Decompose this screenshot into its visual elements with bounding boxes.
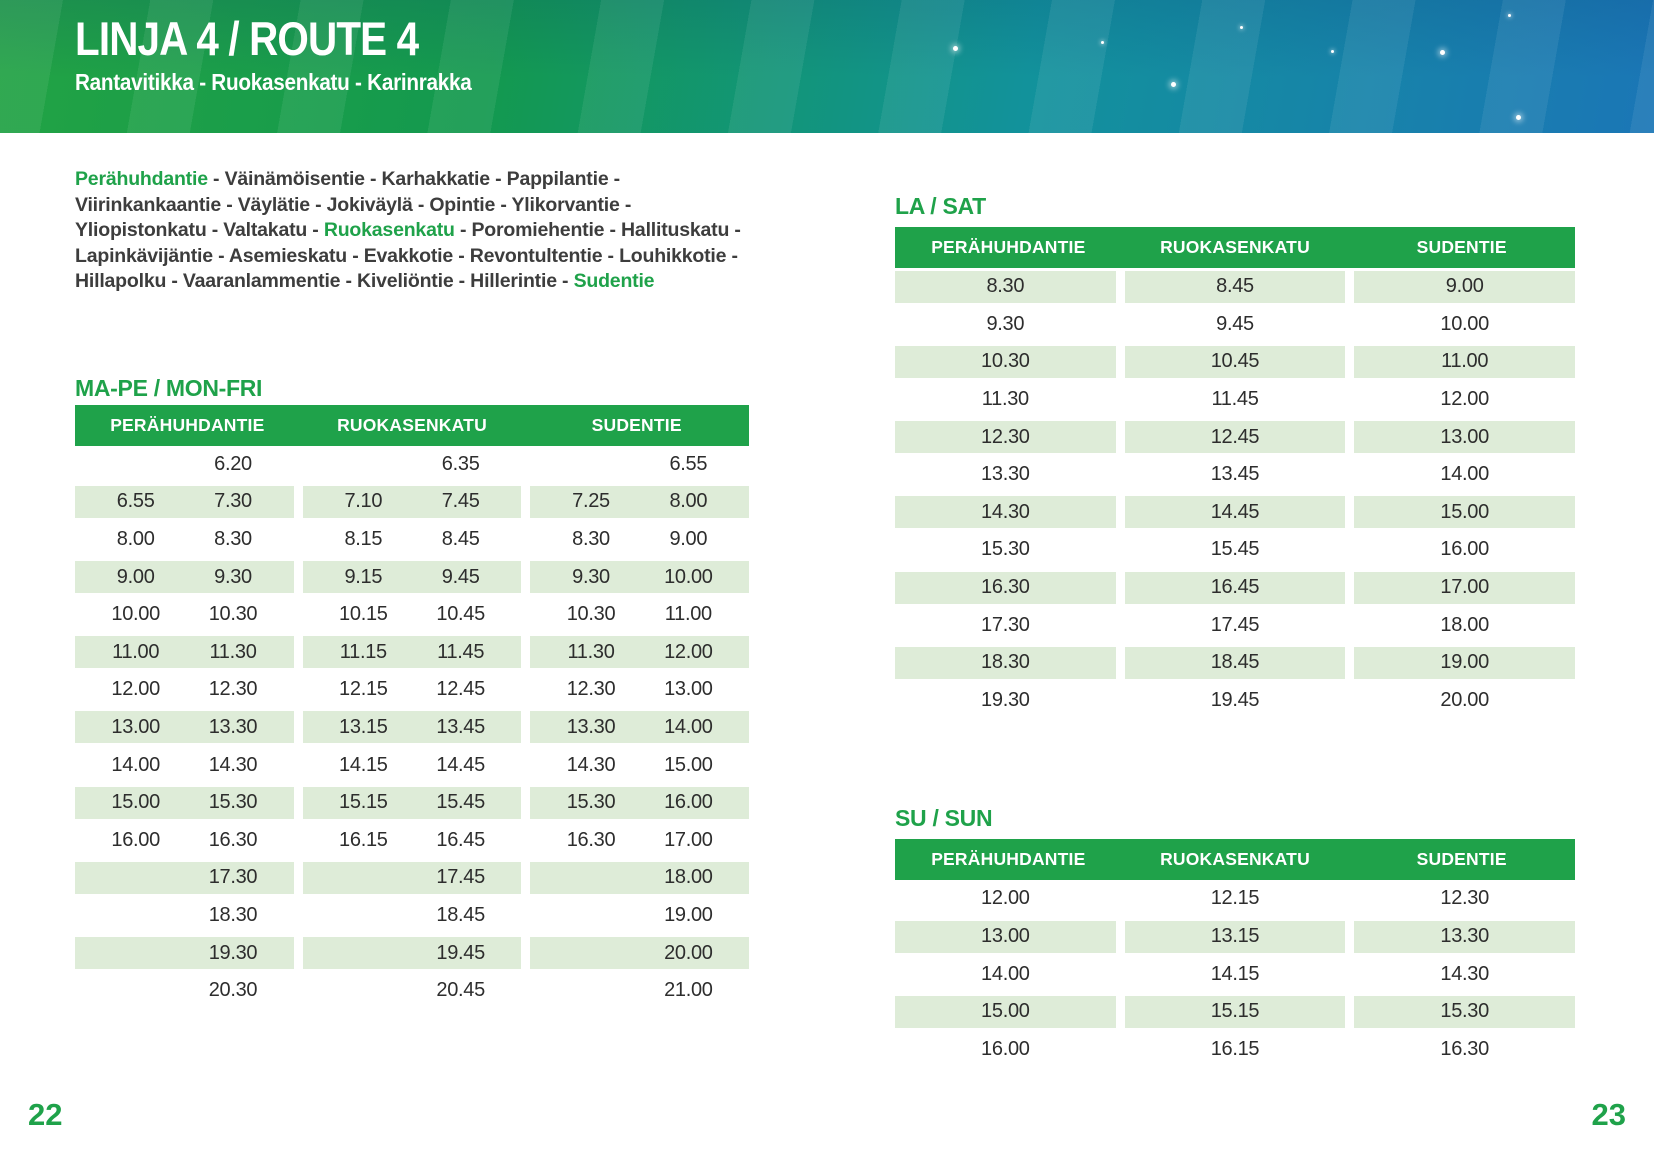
time-value: 12.30 bbox=[208, 678, 258, 701]
time-value: 15.00 bbox=[664, 753, 713, 776]
table-row bbox=[75, 483, 749, 521]
time-value: 10.30 bbox=[566, 603, 616, 626]
time-cell bbox=[303, 561, 522, 593]
time-value: 11.15 bbox=[339, 640, 387, 663]
sunday-timetable bbox=[895, 839, 1575, 1068]
time-cell bbox=[303, 674, 522, 706]
table-row bbox=[895, 494, 1575, 532]
time-value: 15.30 bbox=[566, 791, 616, 814]
time-cell: 10.45 bbox=[1125, 346, 1346, 378]
time-value: 15.30 bbox=[208, 791, 258, 814]
table-row bbox=[895, 569, 1575, 607]
time-value: 10.15 bbox=[339, 603, 388, 626]
time-cell bbox=[75, 937, 294, 969]
table-row bbox=[75, 934, 749, 972]
time-value: 7.45 bbox=[441, 490, 480, 513]
time-value: 15.00 bbox=[111, 791, 160, 814]
time-cell bbox=[303, 824, 522, 856]
time-value: 11.00 bbox=[112, 640, 160, 663]
time-value: 9.00 bbox=[669, 527, 708, 550]
time-cell: 15.00 bbox=[1354, 496, 1575, 528]
table-row bbox=[895, 955, 1575, 993]
time-cell: 11.00 bbox=[1354, 346, 1575, 378]
time-value: 16.45 bbox=[436, 828, 485, 851]
route-stop-highlight: Ruokasenkatu bbox=[323, 219, 455, 241]
time-cell bbox=[303, 787, 522, 819]
time-cell: 17.30 bbox=[981, 613, 1030, 636]
time-cell: 15.45 bbox=[1210, 538, 1260, 561]
time-cell: 13.30 bbox=[981, 463, 1030, 486]
time-cell bbox=[75, 824, 294, 856]
page-banner bbox=[0, 0, 1654, 133]
time-value: 14.45 bbox=[436, 753, 485, 776]
column-header: SUDENTIE bbox=[591, 414, 682, 435]
time-cell bbox=[75, 523, 294, 555]
time-cell bbox=[303, 448, 522, 480]
time-cell: 16.45 bbox=[1125, 572, 1346, 604]
time-cell bbox=[530, 523, 749, 555]
time-value: 16.00 bbox=[664, 791, 713, 814]
time-cell: 14.00 bbox=[1440, 463, 1489, 486]
time-value: 13.30 bbox=[566, 715, 616, 738]
time-value: 13.15 bbox=[339, 715, 388, 738]
time-cell: 18.30 bbox=[895, 647, 1116, 679]
time-value: 20.00 bbox=[664, 941, 713, 964]
page-number-left: 22 bbox=[28, 1097, 63, 1132]
table-row bbox=[895, 418, 1575, 456]
time-cell: 16.30 bbox=[1440, 1037, 1489, 1060]
time-value: 8.30 bbox=[572, 527, 610, 550]
page-number-right: 23 bbox=[1591, 1097, 1626, 1132]
time-value: 14.15 bbox=[339, 753, 388, 776]
time-cell: 13.30 bbox=[1354, 921, 1575, 953]
time-cell: 19.30 bbox=[981, 688, 1030, 711]
time-cell bbox=[530, 636, 749, 668]
time-cell bbox=[75, 674, 294, 706]
column-header: SUDENTIE bbox=[1416, 849, 1507, 870]
sparkle-icon bbox=[1440, 50, 1445, 55]
table-row bbox=[895, 343, 1575, 381]
time-value: 9.30 bbox=[214, 565, 252, 588]
time-value: 7.10 bbox=[344, 490, 383, 513]
table-row bbox=[75, 746, 749, 784]
time-cell: 11.45 bbox=[1211, 388, 1259, 411]
table-row bbox=[75, 633, 749, 671]
time-cell: 12.00 bbox=[981, 887, 1030, 910]
time-value: 12.30 bbox=[566, 678, 616, 701]
time-value: 16.00 bbox=[111, 828, 160, 851]
table-row bbox=[895, 456, 1575, 494]
time-cell: 13.00 bbox=[895, 921, 1116, 953]
route-description bbox=[75, 167, 749, 295]
time-value: 13.00 bbox=[111, 715, 160, 738]
time-value: 17.30 bbox=[208, 866, 258, 889]
time-value: 13.30 bbox=[208, 715, 258, 738]
table-row bbox=[895, 531, 1575, 569]
time-cell: 10.30 bbox=[895, 346, 1116, 378]
time-value: 8.30 bbox=[214, 527, 252, 550]
time-value: 11.00 bbox=[664, 603, 712, 626]
column-header: RUOKASENKATU bbox=[337, 414, 487, 435]
time-cell bbox=[530, 862, 749, 894]
time-cell: 14.45 bbox=[1125, 496, 1346, 528]
time-value: 16.30 bbox=[566, 828, 616, 851]
sparkle-icon bbox=[1516, 115, 1521, 120]
time-value: 18.45 bbox=[436, 903, 485, 926]
banner-text-block bbox=[75, 14, 516, 96]
time-value: 9.15 bbox=[344, 565, 383, 588]
time-cell: 8.45 bbox=[1125, 271, 1346, 303]
time-cell: 9.30 bbox=[986, 312, 1025, 335]
time-cell: 11.30 bbox=[981, 388, 1029, 411]
time-cell bbox=[530, 711, 749, 743]
time-value: 19.30 bbox=[208, 941, 258, 964]
time-cell bbox=[75, 711, 294, 743]
time-cell: 10.00 bbox=[1440, 312, 1489, 335]
sparkle-icon bbox=[1331, 50, 1334, 53]
time-cell bbox=[75, 486, 294, 518]
time-value: 10.00 bbox=[664, 565, 713, 588]
time-cell bbox=[530, 937, 749, 969]
time-value: 17.45 bbox=[436, 866, 485, 889]
table-row bbox=[75, 709, 749, 747]
time-value: 14.00 bbox=[111, 753, 160, 776]
sparkle-icon bbox=[1171, 82, 1176, 87]
time-value: 15.15 bbox=[339, 791, 388, 814]
weekday-heading: MA-PE / MON-FRI bbox=[75, 374, 263, 401]
time-value: 7.25 bbox=[572, 490, 610, 513]
table-row bbox=[895, 1031, 1575, 1069]
time-value: 12.00 bbox=[111, 678, 160, 701]
time-cell: 20.00 bbox=[1440, 688, 1489, 711]
time-value: 21.00 bbox=[664, 979, 713, 1002]
column-header: PERÄHUHDANTIE bbox=[110, 414, 265, 435]
time-cell: 14.00 bbox=[981, 962, 1030, 985]
time-cell: 13.00 bbox=[1354, 421, 1575, 453]
sparkle-icon bbox=[1240, 26, 1243, 29]
table-header-row bbox=[895, 839, 1575, 880]
time-value: 13.00 bbox=[664, 678, 713, 701]
time-value: 8.00 bbox=[116, 527, 155, 550]
time-cell: 15.30 bbox=[981, 538, 1030, 561]
time-cell: 12.30 bbox=[895, 421, 1116, 453]
time-value: 8.15 bbox=[344, 527, 383, 550]
time-cell: 14.15 bbox=[1210, 962, 1260, 985]
time-cell bbox=[75, 749, 294, 781]
time-value: 7.30 bbox=[214, 490, 252, 513]
table-header-row bbox=[895, 227, 1575, 268]
page-subtitle: Rantavitikka - Ruokasenkatu - Karinrakka bbox=[75, 69, 472, 96]
page-content bbox=[0, 133, 1654, 1165]
time-cell bbox=[530, 486, 749, 518]
time-cell bbox=[303, 899, 522, 931]
time-cell: 12.15 bbox=[1210, 887, 1260, 910]
time-value: 15.45 bbox=[436, 791, 485, 814]
column-header: PERÄHUHDANTIE bbox=[931, 237, 1086, 257]
time-value: 19.00 bbox=[664, 903, 713, 926]
column-header: RUOKASENKATU bbox=[1160, 849, 1310, 870]
saturday-heading: LA / SAT bbox=[895, 193, 986, 219]
table-row bbox=[75, 897, 749, 935]
time-value: 9.00 bbox=[116, 565, 155, 588]
time-value: 14.30 bbox=[208, 753, 258, 776]
time-cell: 12.30 bbox=[1440, 887, 1489, 910]
time-cell: 19.45 bbox=[1210, 688, 1260, 711]
route-stop-highlight: Perähuhdantie bbox=[75, 168, 208, 190]
weekday-timetable bbox=[75, 405, 749, 1010]
time-cell: 18.00 bbox=[1440, 613, 1489, 636]
time-cell bbox=[75, 787, 294, 819]
column-header: SUDENTIE bbox=[1416, 237, 1507, 257]
time-value: 14.30 bbox=[566, 753, 616, 776]
time-value: 11.30 bbox=[209, 640, 257, 663]
time-value: 18.30 bbox=[208, 903, 258, 926]
table-row bbox=[75, 671, 749, 709]
time-value: 6.35 bbox=[441, 452, 480, 475]
time-cell bbox=[75, 561, 294, 593]
time-cell: 18.45 bbox=[1125, 647, 1346, 679]
time-value: 6.55 bbox=[116, 490, 155, 513]
table-row bbox=[75, 972, 749, 1010]
sunday-heading: SU / SUN bbox=[895, 805, 993, 832]
time-value: 10.30 bbox=[208, 603, 258, 626]
table-row bbox=[895, 993, 1575, 1031]
table-row bbox=[895, 644, 1575, 682]
route-stop-text: - Poromiehentie - Hallituskatu - Lapinkävijäntie - Asemieskatu - Evakkotie - Revontultentie - Louhikkotie - Hillapolku - Vaaranlammentie - Kiveliöntie - Hillerintie - bbox=[75, 219, 741, 292]
time-value: 20.30 bbox=[208, 979, 258, 1002]
time-cell: 14.30 bbox=[1440, 962, 1489, 985]
time-cell: 16.00 bbox=[981, 1037, 1030, 1060]
time-value: 18.00 bbox=[664, 866, 713, 889]
time-cell: 14.30 bbox=[895, 496, 1116, 528]
time-cell bbox=[303, 711, 522, 743]
time-cell bbox=[303, 937, 522, 969]
time-cell bbox=[75, 448, 294, 480]
time-cell: 12.45 bbox=[1125, 421, 1346, 453]
time-cell bbox=[75, 975, 294, 1007]
table-row bbox=[75, 558, 749, 596]
time-cell: 9.00 bbox=[1354, 271, 1575, 303]
table-row bbox=[75, 784, 749, 822]
time-cell bbox=[530, 448, 749, 480]
time-cell: 12.00 bbox=[1440, 388, 1489, 411]
route-stop-text: - Väinämöisentie - Karhakkatie - Pappilantie - Viirinkankaantie - Väylätie - Jokiväylä - Opintie - Ylikorvantie - Yliopistonkatu - Valtakatu - bbox=[75, 168, 632, 241]
time-cell bbox=[75, 899, 294, 931]
time-value: 11.45 bbox=[437, 640, 485, 663]
time-value: 13.45 bbox=[436, 715, 485, 738]
table-header-row bbox=[75, 405, 749, 446]
time-cell bbox=[303, 523, 522, 555]
left-column bbox=[75, 133, 749, 1009]
saturday-timetable bbox=[895, 227, 1575, 719]
time-cell: 16.30 bbox=[895, 572, 1116, 604]
time-cell bbox=[530, 749, 749, 781]
time-value: 10.45 bbox=[436, 603, 485, 626]
table-row bbox=[75, 859, 749, 897]
time-value: 12.15 bbox=[339, 678, 388, 701]
time-cell: 9.45 bbox=[1216, 312, 1254, 335]
column-header: RUOKASENKATU bbox=[1160, 237, 1310, 257]
time-cell: 13.15 bbox=[1125, 921, 1346, 953]
time-value: 20.45 bbox=[436, 979, 485, 1002]
time-cell: 15.15 bbox=[1125, 996, 1346, 1028]
time-cell bbox=[530, 561, 749, 593]
time-cell bbox=[303, 975, 522, 1007]
time-value: 12.00 bbox=[664, 640, 713, 663]
time-value: 17.00 bbox=[664, 828, 713, 851]
right-column bbox=[895, 133, 1575, 1068]
time-cell: 15.00 bbox=[895, 996, 1116, 1028]
table-row bbox=[895, 682, 1575, 720]
time-value: 16.30 bbox=[208, 828, 258, 851]
time-value: 11.30 bbox=[567, 640, 615, 663]
time-value: 6.55 bbox=[669, 452, 708, 475]
time-cell: 15.30 bbox=[1354, 996, 1575, 1028]
table-row bbox=[895, 306, 1575, 344]
time-cell bbox=[303, 486, 522, 518]
time-value: 10.00 bbox=[111, 603, 160, 626]
time-value: 9.45 bbox=[441, 565, 480, 588]
time-cell: 17.45 bbox=[1210, 613, 1260, 636]
time-value: 14.00 bbox=[664, 715, 713, 738]
table-row bbox=[895, 268, 1575, 306]
time-value: 19.45 bbox=[436, 941, 485, 964]
time-cell bbox=[530, 599, 749, 631]
table-row bbox=[895, 381, 1575, 419]
time-cell bbox=[303, 599, 522, 631]
time-cell: 8.30 bbox=[895, 271, 1116, 303]
table-row bbox=[75, 821, 749, 859]
time-value: 6.20 bbox=[214, 452, 252, 475]
column-header: PERÄHUHDANTIE bbox=[931, 849, 1086, 870]
page-title: LINJA 4 / ROUTE 4 bbox=[75, 12, 419, 65]
time-cell: 19.00 bbox=[1354, 647, 1575, 679]
time-cell bbox=[303, 636, 522, 668]
time-cell bbox=[530, 787, 749, 819]
time-cell bbox=[303, 862, 522, 894]
time-cell: 17.00 bbox=[1354, 572, 1575, 604]
table-row bbox=[75, 446, 749, 484]
route-stop-highlight: Sudentie bbox=[573, 270, 655, 292]
time-value: 8.45 bbox=[441, 527, 480, 550]
table-row bbox=[75, 521, 749, 559]
sparkle-icon bbox=[1508, 14, 1511, 17]
time-cell: 16.15 bbox=[1210, 1037, 1260, 1060]
time-cell bbox=[530, 899, 749, 931]
time-cell bbox=[75, 599, 294, 631]
time-value: 12.45 bbox=[436, 678, 485, 701]
time-cell bbox=[75, 862, 294, 894]
sparkle-icon bbox=[1101, 41, 1104, 44]
time-cell: 16.00 bbox=[1440, 538, 1489, 561]
time-cell bbox=[303, 749, 522, 781]
time-cell: 13.45 bbox=[1210, 463, 1260, 486]
table-row bbox=[75, 596, 749, 634]
table-row bbox=[895, 880, 1575, 918]
time-value: 9.30 bbox=[572, 565, 610, 588]
time-value: 16.15 bbox=[339, 828, 388, 851]
time-cell bbox=[530, 674, 749, 706]
sparkle-icon bbox=[953, 46, 958, 51]
time-cell bbox=[530, 824, 749, 856]
time-cell bbox=[75, 636, 294, 668]
time-cell bbox=[530, 975, 749, 1007]
table-row bbox=[895, 606, 1575, 644]
table-row bbox=[895, 918, 1575, 956]
time-value: 8.00 bbox=[669, 490, 708, 513]
